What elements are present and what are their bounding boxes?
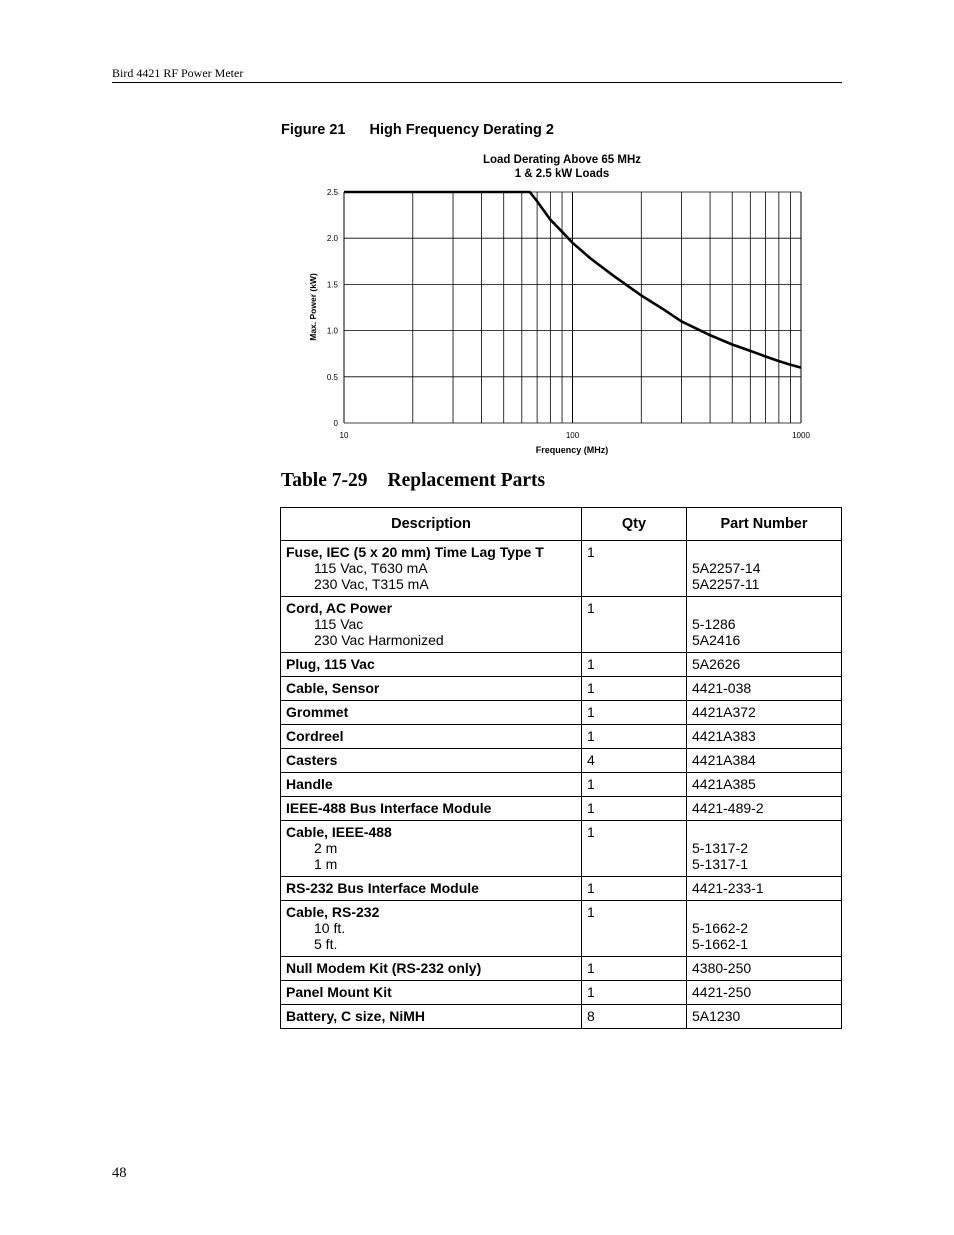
table-row [281, 677, 842, 701]
part-name: Battery, C size, NiMH [286, 1008, 425, 1024]
part-number: 5A2626 [687, 653, 842, 677]
part-qty: 1 [582, 541, 687, 597]
y-tick-label: 1.5 [326, 280, 338, 290]
y-tick-label: 0 [333, 419, 338, 428]
part-description [281, 901, 582, 957]
x-tick-label: 10 [339, 431, 349, 440]
part-number: 4421-489-2 [687, 797, 842, 821]
table-row [281, 901, 842, 957]
part-description [281, 797, 582, 821]
part-qty: 1 [582, 653, 687, 677]
part-number: 4421-038 [687, 677, 842, 701]
y-axis-label: Max. Power (kW) [308, 273, 318, 341]
table-row [281, 725, 842, 749]
variant-part-number: 5A2257-14 [692, 560, 761, 576]
part-description [281, 725, 582, 749]
part-name: IEEE-488 Bus Interface Module [286, 800, 492, 816]
part-qty: 1 [582, 797, 687, 821]
part-number: 4421-233-1 [687, 877, 842, 901]
header-qty: Qty [582, 508, 687, 541]
part-description [281, 773, 582, 797]
running-header: Bird 4421 RF Power Meter [112, 66, 244, 80]
part-description [281, 981, 582, 1005]
part-variant: 230 Vac, T315 mA [314, 576, 429, 592]
chart-title: Load Derating Above 65 MHz [482, 154, 642, 166]
part-qty: 1 [582, 957, 687, 981]
variant-part-number: 5-1317-2 [692, 840, 749, 856]
table-row [281, 981, 842, 1005]
table-row [281, 541, 842, 597]
part-qty: 1 [582, 981, 687, 1005]
page-number: 48 [112, 1165, 127, 1181]
part-name: Null Modem Kit (RS-232 only) [286, 960, 482, 976]
table-row [281, 797, 842, 821]
part-number: 4380-250 [687, 957, 842, 981]
chart-grid [344, 192, 801, 423]
variant-part-number: 5A2257-11 [692, 576, 760, 592]
table-row [281, 877, 842, 901]
variant-part-number: 5-1317-1 [692, 856, 749, 872]
part-number [687, 597, 842, 653]
table-row [281, 749, 842, 773]
y-tick-label: 2.0 [326, 234, 338, 244]
table-row [281, 1005, 842, 1029]
part-description [281, 877, 582, 901]
header-rule [112, 82, 842, 83]
variant-part-number: 5-1286 [692, 616, 736, 632]
part-qty: 1 [582, 725, 687, 749]
part-name: Fuse, IEC (5 x 20 mm) Time Lag Type T [286, 544, 544, 560]
table-row [281, 957, 842, 981]
part-variant: 5 ft. [314, 936, 338, 952]
chart-subtitle: 1 & 2.5 kW Loads [514, 168, 610, 180]
part-description [281, 541, 582, 597]
chart-tick-labels [327, 188, 811, 440]
derating-chart [300, 148, 830, 463]
part-variant: 115 Vac [314, 616, 364, 632]
part-number: 4421A372 [687, 701, 842, 725]
part-number: 4421A384 [687, 749, 842, 773]
table-row [281, 701, 842, 725]
table-title: Replacement Parts [387, 470, 546, 491]
part-name: Casters [286, 752, 338, 768]
part-qty: 1 [582, 773, 687, 797]
part-name: Cordreel [286, 728, 344, 744]
figure-title: High Frequency Derating 2 [369, 122, 554, 138]
table-caption [281, 470, 545, 492]
part-description [281, 1005, 582, 1029]
part-name: RS-232 Bus Interface Module [286, 880, 479, 896]
table-row [281, 597, 842, 653]
part-qty: 1 [582, 821, 687, 877]
table-row [281, 653, 842, 677]
part-description [281, 821, 582, 877]
part-name: Cable, IEEE-488 [286, 824, 392, 840]
table-row [281, 821, 842, 877]
part-qty: 1 [582, 677, 687, 701]
part-number: 4421A385 [687, 773, 842, 797]
part-description [281, 957, 582, 981]
part-description [281, 677, 582, 701]
part-qty: 1 [582, 597, 687, 653]
part-variant: 10 ft. [314, 920, 346, 936]
y-tick-label: 2.5 [326, 188, 338, 197]
part-name: Plug, 115 Vac [286, 656, 375, 672]
table-number: Table 7-29 [281, 470, 368, 491]
part-description [281, 653, 582, 677]
y-tick-label: 0.5 [326, 372, 338, 382]
part-number [687, 821, 842, 877]
part-variant: 115 Vac, T630 mA [314, 560, 428, 576]
part-name: Cable, Sensor [286, 680, 380, 696]
derating-chart-svg [300, 148, 830, 463]
figure-caption [281, 122, 554, 138]
variant-part-number: 5-1662-1 [692, 936, 749, 952]
part-qty: 8 [582, 1005, 687, 1029]
part-name: Handle [286, 776, 333, 792]
header-part-number: Part Number [687, 508, 842, 541]
part-number: 5A1230 [687, 1005, 842, 1029]
part-name: Cord, AC Power [286, 600, 393, 616]
variant-part-number: 5-1662-2 [692, 920, 749, 936]
part-qty: 1 [582, 877, 687, 901]
x-tick-label: 1000 [792, 431, 810, 440]
part-description [281, 597, 582, 653]
part-number: 4421A383 [687, 725, 842, 749]
part-variant: 1 m [314, 856, 338, 872]
part-number [687, 901, 842, 957]
x-axis-label: Frequency (MHz) [535, 445, 609, 455]
part-name: Cable, RS-232 [286, 904, 380, 920]
part-description [281, 749, 582, 773]
part-qty: 1 [582, 901, 687, 957]
header-description: Description [281, 508, 582, 541]
part-variant: 2 m [314, 840, 338, 856]
table-row [281, 773, 842, 797]
part-number: 4421-250 [687, 981, 842, 1005]
part-name: Panel Mount Kit [286, 984, 392, 1000]
y-tick-label: 1.0 [326, 326, 338, 336]
part-qty: 1 [582, 701, 687, 725]
part-name: Grommet [286, 704, 349, 720]
table-body [281, 541, 842, 1029]
part-number [687, 541, 842, 597]
part-description [281, 701, 582, 725]
part-qty: 4 [582, 749, 687, 773]
x-tick-label: 100 [565, 431, 580, 440]
variant-part-number: 5A2416 [692, 632, 741, 648]
replacement-parts-table [280, 507, 842, 1029]
table-header-row [281, 508, 842, 541]
figure-number: Figure 21 [281, 122, 346, 138]
part-variant: 230 Vac Harmonized [314, 632, 444, 648]
